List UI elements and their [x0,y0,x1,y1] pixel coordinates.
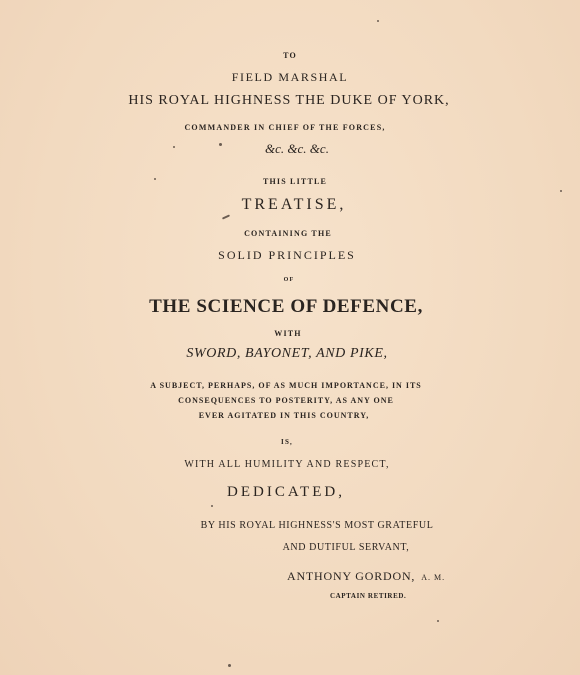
servant-line: AND DUTIFUL SERVANT, [282,542,410,553]
this-little-line: THIS LITTLE [262,177,328,186]
field-marshal-line: FIELD MARSHAL [231,70,349,84]
paper-speck [219,143,222,146]
paper-speck [173,146,175,148]
author-name: ANTHONY GORDON, [287,569,416,583]
weapons-line: SWORD, BAYONET, AND PIKE, [186,346,388,361]
of-line: OF [283,277,295,283]
ink-stroke [222,214,230,219]
dedicated-line: DEDICATED, [227,484,345,500]
subject-line-3: EVER AGITATED IN THIS COUNTRY, [198,411,370,420]
with-line: WITH [274,329,302,338]
paper-speck [560,190,562,192]
subject-line-2: CONSEQUENCES TO POSTERITY, AS ANY ONE [178,396,394,405]
paper-speck [377,20,379,22]
commander-line: COMMANDER IN CHIEF OF THE FORCES, [184,123,386,132]
author-degree: A. M. [421,573,446,582]
treatise-line: TREATISE, [241,196,347,213]
duke-line: HIS ROYAL HIGHNESS THE DUKE OF YORK, [128,93,450,108]
paper-speck [437,620,439,622]
subject-line-1: A SUBJECT, PERHAPS, OF AS MUCH IMPORTANCE, IN ITS [150,381,422,390]
author-block [287,567,445,585]
etc-line: &c. &c. &c. [265,141,329,156]
solid-principles-line: SOLID PRINCIPLES [218,248,356,262]
by-line: BY HIS ROYAL HIGHNESS'S MOST GRATEFUL [200,520,434,531]
paper-speck [211,505,213,507]
science-line: THE SCIENCE OF DEFENCE, [149,296,423,317]
rank-line: CAPTAIN RETIRED. [330,592,407,600]
is-line: IS, [281,438,293,446]
containing-line: CONTAINING THE [244,229,332,238]
humility-line: WITH ALL HUMILITY AND RESPECT, [184,459,390,470]
to-line: TO [283,51,297,60]
paper-speck [228,664,231,667]
paper-speck [154,178,156,180]
